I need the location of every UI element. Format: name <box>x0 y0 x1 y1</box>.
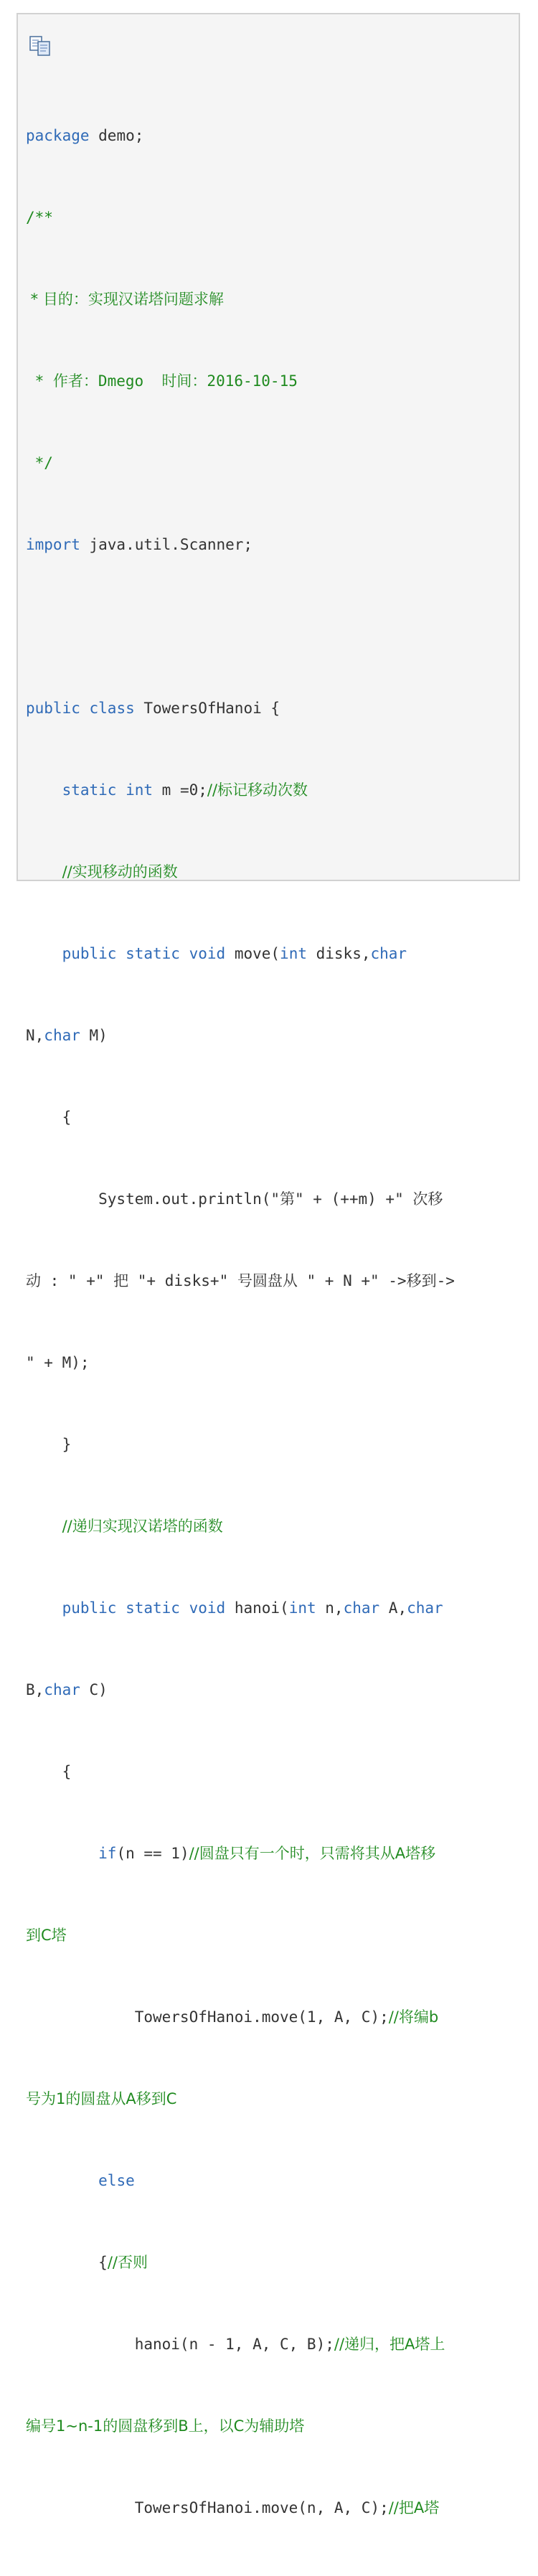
code-line: TowersOfHanoi.move(1, A, C);//将编b <box>134 2008 439 2026</box>
code-line: " + M); <box>26 1354 90 1371</box>
code-line: public static void hanoi(int n,char A,char <box>62 1599 443 1617</box>
code-line: static int m =0;//标记移动次数 <box>62 781 308 799</box>
code-line: } <box>26 1436 72 1453</box>
code-line: //递归实现汉诺塔的函数 <box>62 1518 223 1535</box>
code-line: if(n == 1)//圆盘只有一个时，只需将其从A塔移 <box>98 1845 436 1862</box>
code-line: * 作者：Dmego 时间：2016-10-15 <box>26 372 298 390</box>
copy-icon[interactable] <box>28 34 52 56</box>
code-line: */ <box>26 454 53 471</box>
code-line: 动 : " +" 把 "+ disks+" 号圆盘从 " + N +" ->移到-> <box>26 1272 455 1289</box>
code-line: N,char M) <box>26 1027 108 1044</box>
code-content <box>26 67 514 2576</box>
code-block <box>16 13 520 2516</box>
code-line <box>26 613 514 640</box>
code-line: import java.util.Scanner; <box>26 536 253 553</box>
code-line: /** <box>26 209 53 226</box>
code-line: {//否则 <box>98 2254 148 2271</box>
code-line: 号为1的圆盘从A移到C <box>26 2090 177 2107</box>
code-line: public class TowersOfHanoi { <box>26 700 280 717</box>
code-line: TowersOfHanoi.move(n, A, C);//把A塔 <box>134 2499 440 2516</box>
code-line: package demo; <box>26 127 144 144</box>
code-line: { <box>26 1763 72 1780</box>
code-line: hanoi(n - 1, A, C, B);//递归，把A塔上 <box>134 2336 445 2353</box>
code-line: //实现移动的函数 <box>62 863 178 880</box>
code-line: else <box>98 2172 135 2189</box>
code-line: 编号1~n-1的圆盘移到B上，以C为辅助塔 <box>26 2417 305 2435</box>
code-line: * 目的：实现汉诺塔问题求解 <box>26 291 224 308</box>
code-line: 到C塔 <box>26 1927 67 1944</box>
code-line: B,char C) <box>26 1681 108 1698</box>
code-line: { <box>26 1109 72 1126</box>
code-line: public static void move(int disks,char <box>62 945 407 962</box>
code-line: System.out.println("第" + (++m) +" 次移 <box>26 1190 443 1208</box>
